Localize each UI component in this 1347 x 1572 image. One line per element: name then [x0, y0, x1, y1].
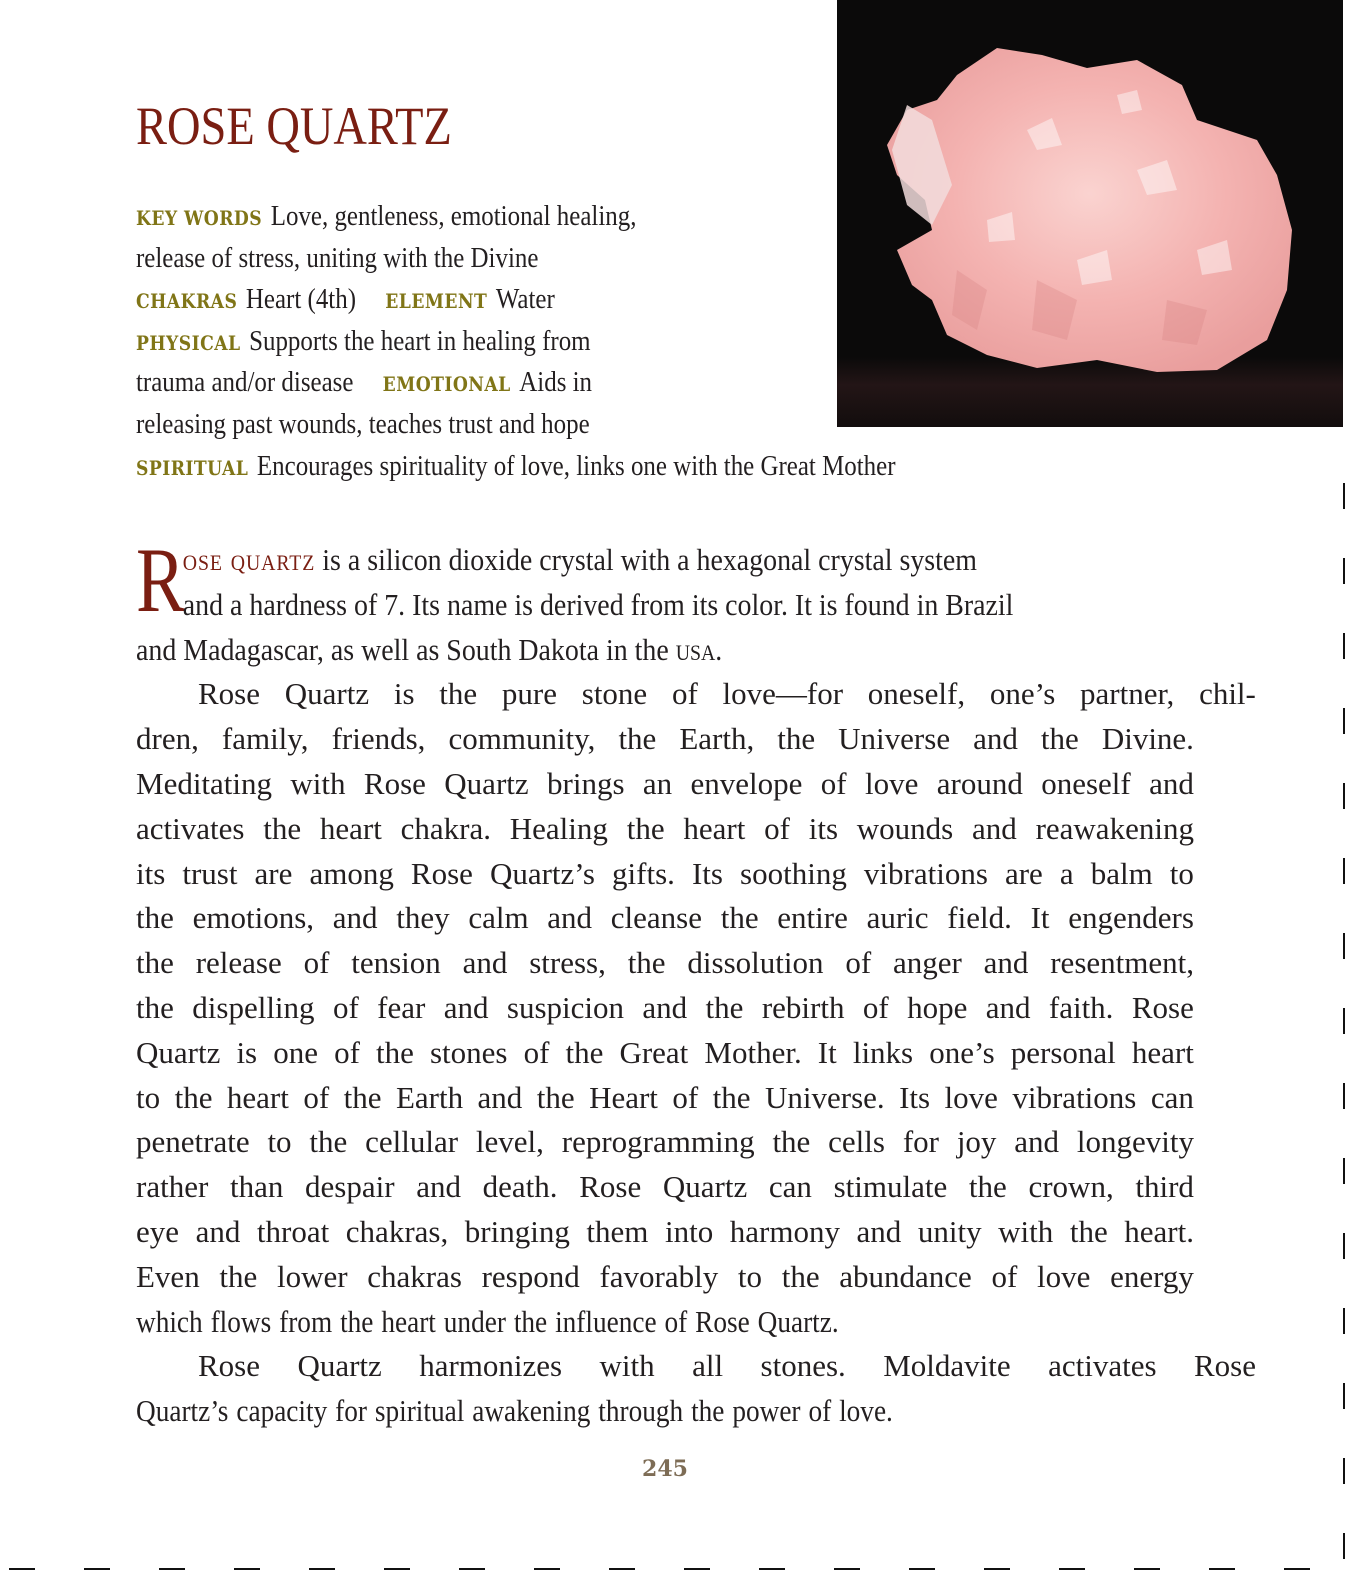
word: Rose: [363, 765, 426, 801]
word: Rose: [579, 1169, 642, 1205]
word: pure: [501, 676, 557, 712]
word: Heart: [589, 1079, 658, 1115]
crop-mark-vertical: [1343, 1308, 1345, 1334]
word: the: [174, 1079, 213, 1115]
word: the: [219, 1258, 258, 1294]
word: of: [845, 945, 872, 981]
word: resentment,: [1050, 945, 1194, 981]
crop-mark-horizontal: [759, 1568, 785, 1570]
word: with: [998, 1213, 1054, 1249]
word: trust: [182, 855, 238, 891]
word: heart: [683, 810, 746, 846]
word: the: [343, 1079, 382, 1115]
keywords-label: KEY WORDS: [136, 206, 263, 230]
page-number: 245: [642, 1456, 688, 1482]
word: with: [599, 1348, 655, 1384]
word: is: [236, 1034, 258, 1070]
word: all: [692, 1348, 724, 1384]
word: of: [862, 989, 889, 1025]
facts-line-keywords: [136, 196, 996, 238]
word: Its: [691, 855, 723, 891]
word: Quartz’s: [489, 855, 595, 891]
word: to: [737, 1258, 763, 1294]
word: oneself: [1041, 765, 1131, 801]
word: capacity: [236, 1393, 328, 1429]
word: heart: [1131, 1034, 1194, 1070]
crop-mark-horizontal: [984, 1568, 1010, 1570]
p1-line-3: [136, 628, 722, 673]
crop-mark-horizontal: [1209, 1568, 1235, 1570]
word: and: [1014, 1124, 1060, 1160]
word: Earth,: [679, 721, 755, 757]
word: cells: [828, 1124, 885, 1160]
word: reprogramming: [561, 1124, 755, 1160]
word: and: [547, 900, 593, 936]
word: heart: [226, 1079, 289, 1115]
crop-mark-horizontal: [1284, 1568, 1310, 1570]
body-line: [136, 762, 1194, 807]
body-line: [136, 628, 722, 673]
word: the: [772, 1124, 811, 1160]
word: auric: [866, 900, 929, 936]
word: one’s: [989, 676, 1056, 712]
word: and: [195, 1213, 241, 1249]
word: tension: [351, 945, 441, 981]
word: the: [136, 989, 174, 1025]
word: Moldavite: [883, 1348, 1011, 1384]
word: love.: [839, 1393, 893, 1429]
word: anger: [892, 945, 962, 981]
word: are: [254, 855, 293, 891]
word: the: [712, 1079, 751, 1115]
word: its: [136, 855, 166, 891]
spiritual-label: SPIRITUAL: [136, 455, 249, 480]
body-line: [136, 1389, 901, 1434]
word: faith.: [1048, 989, 1114, 1025]
p1-line-3-text: and Madagascar, as well as South Dakota in the: [136, 631, 669, 667]
facts-line-physical-emotional: [136, 362, 996, 404]
word: rather: [136, 1169, 209, 1205]
word: the: [720, 900, 759, 936]
word: death.: [482, 1169, 558, 1205]
word: the: [376, 1034, 414, 1070]
word: and: [462, 945, 508, 981]
word: a: [1059, 855, 1074, 891]
word: its: [808, 810, 839, 846]
word: Healing: [509, 810, 608, 846]
crop-mark-vertical: [1343, 558, 1345, 584]
word: Rose: [410, 855, 473, 891]
physical-label: PHYSICAL: [136, 330, 241, 355]
word: abundance: [839, 1258, 972, 1294]
word: Rose: [198, 1348, 260, 1384]
crop-mark-horizontal: [684, 1568, 710, 1570]
chakras-value: Heart (4th): [245, 283, 357, 316]
emotional-value-1: Aids in: [519, 366, 593, 399]
word: harmony: [729, 1213, 840, 1249]
crop-mark-horizontal: [909, 1568, 935, 1570]
word: flows: [210, 1303, 272, 1339]
body-line: [136, 852, 1194, 897]
crop-mark-vertical: [1343, 483, 1345, 509]
crop-mark-horizontal: [309, 1568, 335, 1570]
word: stones: [429, 1034, 508, 1070]
word: the: [618, 721, 657, 757]
word: stone: [581, 676, 648, 712]
crop-mark-vertical: [1343, 708, 1345, 734]
word: heart: [381, 1303, 436, 1339]
chakras-label: CHAKRAS: [136, 289, 238, 314]
word: despair: [305, 1169, 395, 1205]
word: the: [781, 1258, 820, 1294]
word: Earth: [395, 1079, 464, 1115]
word: Rose: [695, 1303, 750, 1339]
word: through: [598, 1393, 684, 1429]
word: them: [586, 1213, 649, 1249]
word: and: [477, 1079, 523, 1115]
word: eye: [136, 1213, 180, 1249]
crop-mark-vertical: [1343, 1158, 1345, 1184]
body-line: [136, 1300, 847, 1345]
body-line: [136, 1120, 1194, 1165]
word: the: [627, 945, 666, 981]
word: to: [1169, 855, 1194, 891]
word: and: [416, 1169, 461, 1205]
word: gifts.: [612, 855, 675, 891]
word: release: [195, 945, 282, 981]
word: partner,: [1080, 676, 1175, 712]
word: the: [263, 810, 302, 846]
body-line: [136, 538, 1135, 583]
physical-value-2: trauma and/or disease: [136, 366, 354, 399]
word: Divine.: [1101, 721, 1194, 757]
emotional-label: EMOTIONAL: [382, 372, 511, 397]
word: fear: [377, 989, 426, 1025]
body-line: [136, 1255, 1194, 1300]
word: for: [902, 1124, 939, 1160]
crop-mark-vertical: [1343, 1083, 1345, 1109]
word: of: [671, 676, 698, 712]
crop-mark-vertical: [1343, 933, 1345, 959]
word: suspicion: [506, 989, 624, 1025]
word: Even: [136, 1258, 200, 1294]
word: Rose: [1193, 1348, 1256, 1384]
word: the: [691, 1393, 725, 1429]
lead-in: [183, 538, 977, 583]
word: around: [936, 765, 1023, 801]
word: of: [332, 989, 359, 1025]
word: Its: [899, 1079, 931, 1115]
word: the: [536, 1079, 575, 1115]
word: Universe.: [764, 1079, 885, 1115]
body-line: [136, 807, 1194, 852]
word: under: [443, 1303, 506, 1339]
word: unity: [917, 1213, 982, 1249]
word: influence: [555, 1303, 657, 1339]
word: love: [944, 1079, 998, 1115]
word: they: [396, 900, 450, 936]
word: the: [1040, 721, 1079, 757]
word: with: [290, 765, 346, 801]
word: Rose: [198, 676, 260, 712]
body-line: [136, 583, 1135, 628]
word: to: [267, 1124, 292, 1160]
word: of: [808, 1393, 832, 1429]
word: entire: [777, 900, 848, 936]
word: can: [768, 1169, 812, 1205]
crop-mark-vertical: [1343, 783, 1345, 809]
body-line: [136, 1031, 1194, 1076]
word: energy: [1110, 1258, 1194, 1294]
word: favorably: [599, 1258, 719, 1294]
word: Quartz: [297, 1348, 382, 1384]
word: It: [817, 1034, 837, 1070]
word: throat: [256, 1213, 330, 1249]
word: the: [626, 810, 665, 846]
word: can: [1150, 1079, 1194, 1115]
facts-line-keywords-cont: [136, 238, 996, 280]
emotional-value-2: releasing past wounds, teaches trust and hope: [136, 407, 590, 440]
word: calm: [468, 900, 529, 936]
word: of: [820, 765, 847, 801]
body-text: [136, 529, 1256, 1434]
crop-mark-horizontal: [159, 1568, 185, 1570]
word: love: [1037, 1258, 1091, 1294]
page-title: ROSE QUARTZ: [136, 96, 452, 156]
crop-mark-horizontal: [609, 1568, 635, 1570]
word: the: [777, 721, 816, 757]
word: and: [332, 900, 378, 936]
word: and: [1149, 765, 1194, 801]
crop-mark-horizontal: [1059, 1568, 1085, 1570]
word: Meditating: [136, 765, 273, 801]
word: balm: [1090, 855, 1153, 891]
word: cleanse: [610, 900, 702, 936]
word: the: [565, 1034, 604, 1070]
word: oneself,: [867, 676, 966, 712]
word: of: [303, 1079, 330, 1115]
word: friends,: [331, 721, 426, 757]
word: than: [229, 1169, 284, 1205]
word: of: [303, 945, 330, 981]
word: and: [443, 989, 489, 1025]
body-line: [136, 986, 1194, 1031]
spiritual-value: Encourages spirituality of love, links one with the Great Mother: [256, 449, 896, 482]
word: lower: [276, 1258, 348, 1294]
word: community,: [448, 721, 596, 757]
word: awakening: [472, 1393, 591, 1429]
facts-line-emotional-cont: [136, 404, 996, 446]
word: for: [335, 1393, 367, 1429]
drop-cap: R: [136, 529, 186, 631]
word: the: [513, 1303, 548, 1339]
facts-line-chakras-element: [136, 279, 996, 321]
word: rebirth: [761, 989, 845, 1025]
word: the: [309, 1124, 348, 1160]
word: field.: [947, 900, 1012, 936]
body-line: [136, 896, 1194, 941]
word: and: [983, 945, 1029, 981]
word: cellular: [365, 1124, 459, 1160]
crop-mark-horizontal: [234, 1568, 260, 1570]
word: Quartz: [662, 1169, 748, 1205]
word: is: [393, 676, 415, 712]
crop-mark-horizontal: [84, 1568, 110, 1570]
word: of: [764, 810, 790, 846]
word: harmonizes: [419, 1348, 563, 1384]
word: an: [642, 765, 673, 801]
word: longevity: [1076, 1124, 1194, 1160]
word: the: [439, 676, 478, 712]
element-label: ELEMENT: [385, 289, 488, 314]
word: of: [523, 1034, 550, 1070]
word: penetrate: [136, 1124, 250, 1160]
crop-mark-horizontal: [459, 1568, 485, 1570]
word: the: [136, 945, 174, 981]
word: chakras,: [345, 1213, 449, 1249]
p1-line-2: and a hardness of 7. Its name is derived from its color. It is found in Brazil: [182, 586, 1014, 622]
word: emotions,: [192, 900, 315, 936]
word: to: [136, 1079, 161, 1115]
p1-line-1: is a silicon dioxide crystal with a hexagonal crystal system: [322, 542, 978, 577]
word: dissolution: [687, 945, 824, 981]
word: soothing: [740, 855, 847, 891]
word: of: [334, 1034, 360, 1070]
word: stones.: [760, 1348, 846, 1384]
word: and: [973, 721, 1018, 757]
word: vibrations: [1012, 1079, 1137, 1115]
word: Quartz: [136, 1034, 221, 1070]
word: among: [309, 855, 394, 891]
word: level,: [475, 1124, 544, 1160]
word: personal: [1010, 1034, 1116, 1070]
facts-line-physical: [136, 321, 996, 363]
word: stimulate: [833, 1169, 948, 1205]
word: engenders: [1068, 900, 1194, 936]
facts-panel: [136, 196, 1136, 487]
word: brings: [547, 765, 625, 801]
crop-mark-vertical: [1343, 1383, 1345, 1409]
word: the: [968, 1169, 1007, 1205]
keywords-value-2: release of stress, uniting with the Divine: [136, 241, 539, 274]
p1-line-3-period: .: [715, 631, 723, 667]
word: are: [1004, 855, 1043, 891]
word: Great: [619, 1034, 689, 1070]
word: links: [852, 1034, 914, 1070]
word: from: [279, 1303, 333, 1339]
word: and: [642, 989, 688, 1025]
body-line: [136, 941, 1194, 986]
body-line: [136, 1165, 1194, 1210]
word: of: [672, 1079, 699, 1115]
word: Universe: [838, 721, 951, 757]
word: of: [664, 1303, 688, 1339]
word: reawakening: [1035, 810, 1194, 846]
crop-mark-horizontal: [834, 1568, 860, 1570]
word: envelope: [690, 765, 803, 801]
word: one: [273, 1034, 318, 1070]
word: Quartz: [284, 676, 370, 712]
word: Quartz: [444, 765, 529, 801]
crop-mark-vertical: [1343, 633, 1345, 659]
word: joy: [956, 1124, 997, 1160]
word: power: [732, 1393, 801, 1429]
word: one’s: [929, 1034, 995, 1070]
word: activates: [1048, 1348, 1157, 1384]
crop-mark-horizontal: [1134, 1568, 1160, 1570]
word: dren,: [136, 721, 199, 757]
word: It: [1030, 900, 1050, 936]
word: Rose: [1131, 989, 1194, 1025]
word: wounds: [856, 810, 954, 846]
word: the: [705, 989, 744, 1025]
body-line: [136, 717, 1194, 762]
word: spiritual: [374, 1393, 465, 1429]
word: Mother.: [704, 1034, 802, 1070]
word: family,: [221, 721, 309, 757]
physical-value-1: Supports the heart in healing from: [249, 324, 591, 357]
word: and: [972, 810, 1017, 846]
word: third: [1135, 1169, 1194, 1205]
word: chil-: [1199, 676, 1256, 712]
crop-mark-horizontal: [384, 1568, 410, 1570]
word: the: [340, 1303, 374, 1339]
crop-mark-horizontal: [534, 1568, 560, 1570]
element-value: Water: [495, 283, 555, 316]
word: Quartz.: [757, 1303, 839, 1339]
facts-line-spiritual: [136, 446, 996, 488]
word: the: [136, 900, 174, 936]
word: heart: [319, 810, 382, 846]
word: chakras: [367, 1258, 462, 1294]
crop-mark-vertical: [1343, 1008, 1345, 1034]
word: of: [991, 1258, 1018, 1294]
word: dispelling: [192, 989, 315, 1025]
word: the: [1069, 1213, 1108, 1249]
body-line: [136, 672, 1256, 717]
body-line: [136, 1344, 1256, 1389]
word: and: [856, 1213, 902, 1249]
word: bringing: [464, 1213, 570, 1249]
lead-in-smallcaps: ose quartz: [182, 542, 316, 577]
crop-mark-vertical: [1343, 1458, 1345, 1484]
word: love: [865, 765, 919, 801]
word: stress,: [529, 945, 606, 981]
crop-mark-vertical: [1343, 1233, 1345, 1259]
word: which: [136, 1303, 203, 1339]
word: vibrations: [863, 855, 988, 891]
crop-mark-horizontal: [9, 1568, 35, 1570]
word: chakra.: [400, 810, 491, 846]
word: love—for: [722, 676, 844, 712]
word: respond: [481, 1258, 580, 1294]
crop-mark-vertical: [1343, 858, 1345, 884]
word: crown,: [1028, 1169, 1114, 1205]
word: Quartz’s: [136, 1393, 229, 1429]
word: hope: [907, 989, 968, 1025]
usa-smallcaps: usa: [675, 631, 716, 667]
body-line: [136, 1210, 1194, 1255]
body-line: [136, 1076, 1194, 1121]
keywords-value-1: Love, gentleness, emotional healing,: [270, 200, 637, 232]
word: heart.: [1124, 1213, 1194, 1249]
word: activates: [136, 810, 245, 846]
word: and: [985, 989, 1031, 1025]
word: into: [664, 1213, 714, 1249]
crop-mark-vertical: [1343, 1533, 1345, 1559]
